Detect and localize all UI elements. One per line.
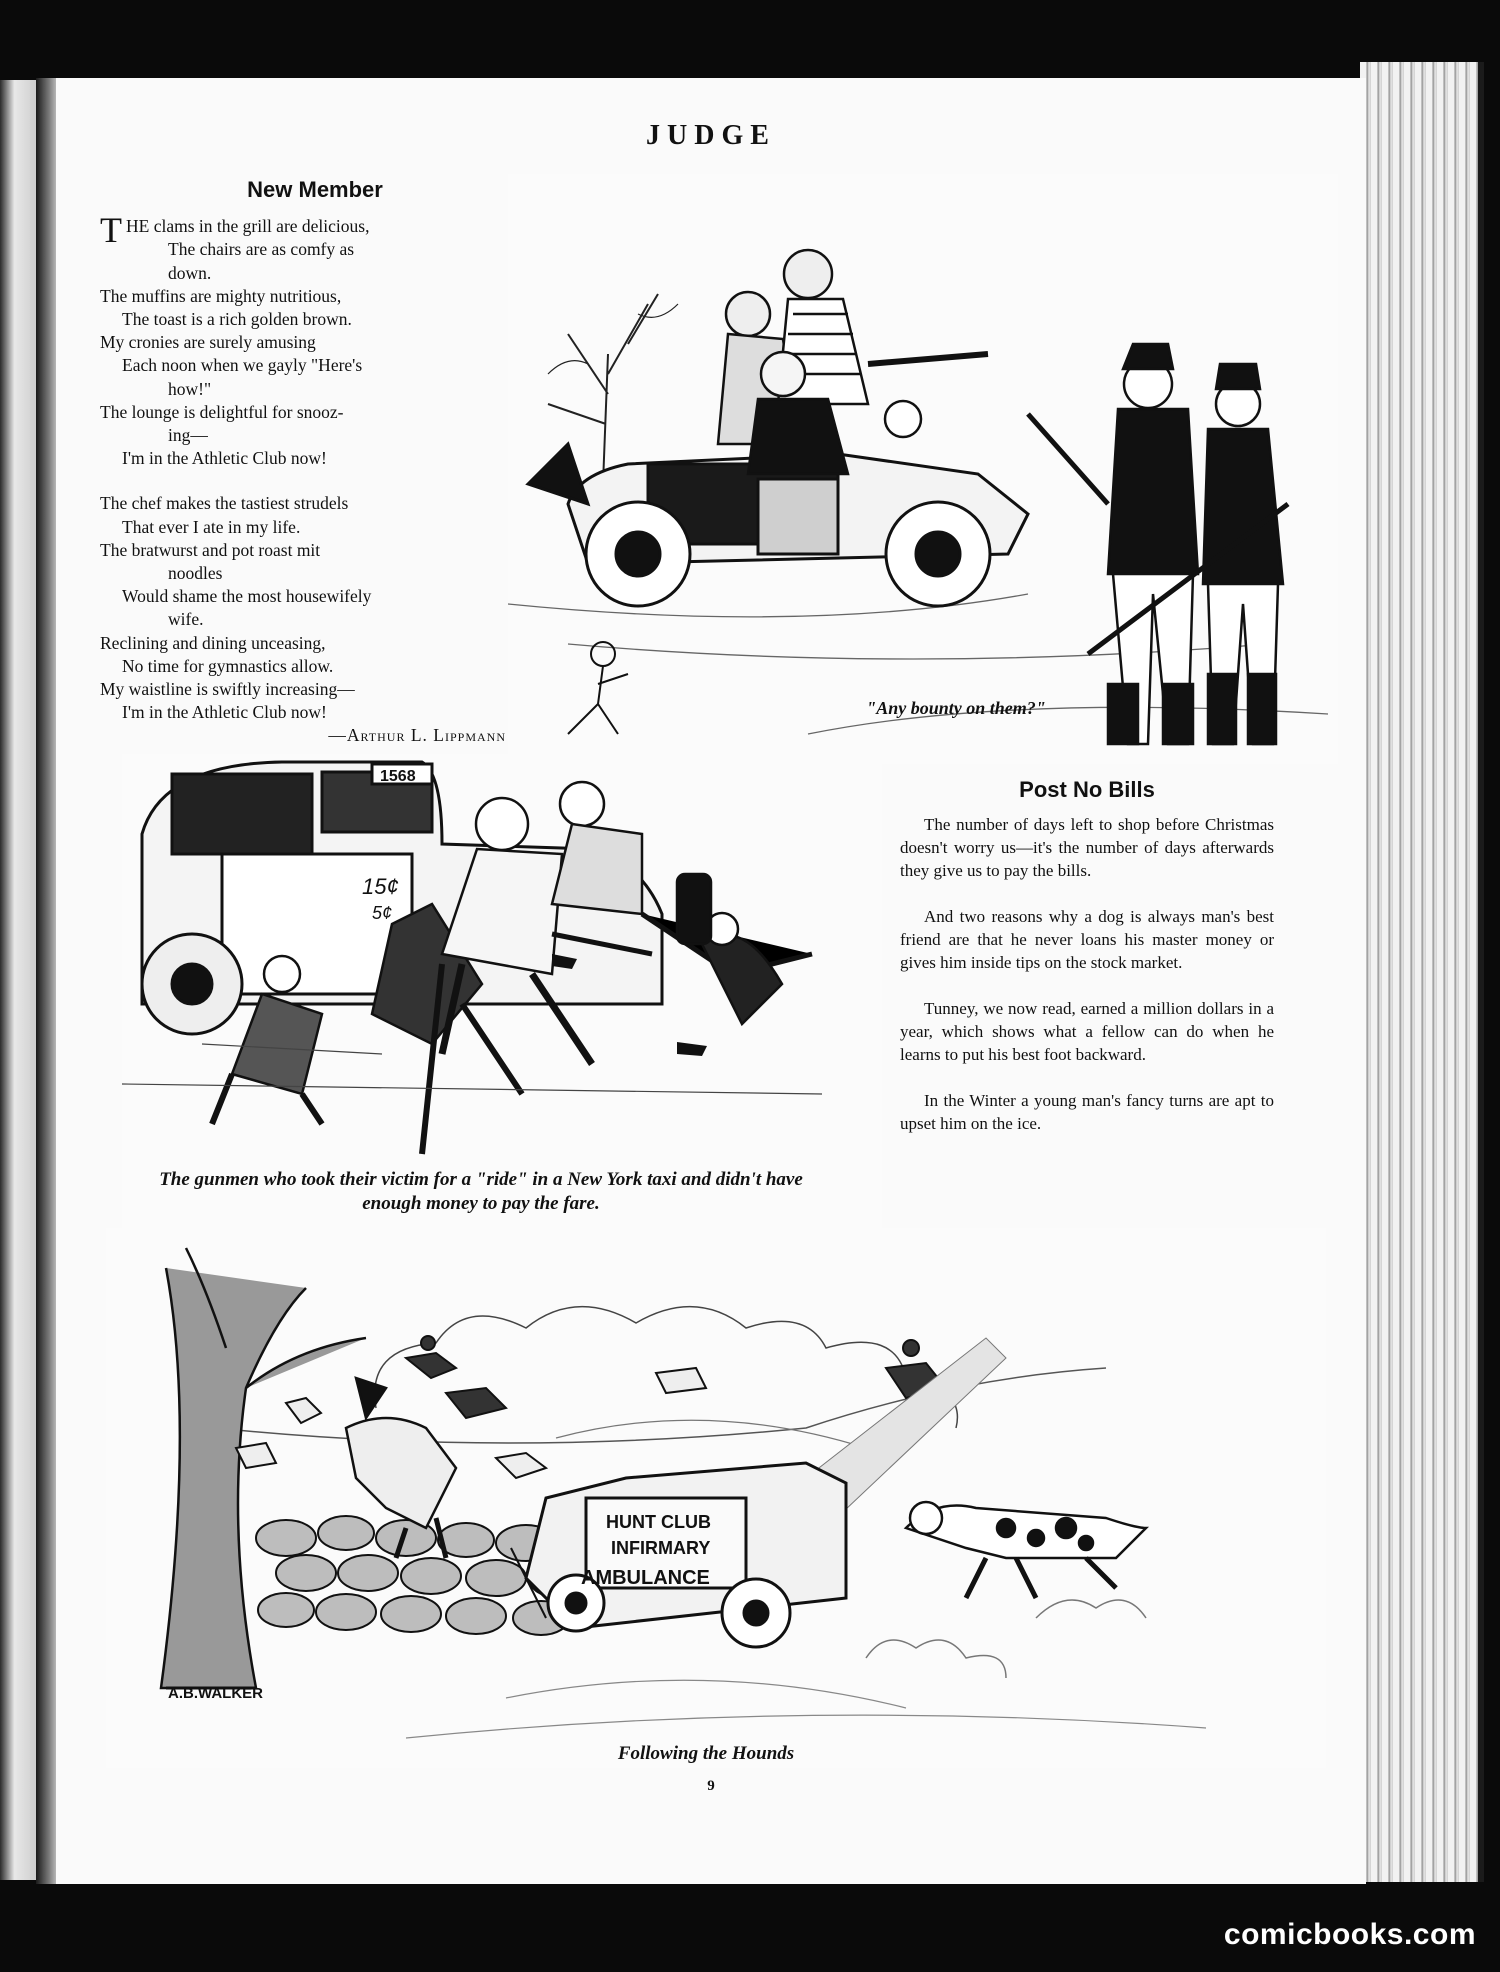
- poem-author: —Arthur L. Lippmann: [328, 725, 506, 746]
- poem-line: wife.: [168, 609, 204, 630]
- poem-line: ing—: [168, 425, 208, 446]
- poem-line: The bratwurst and pot roast mit: [100, 539, 321, 560]
- poem-line: I'm in the Athletic Club now!: [122, 702, 327, 723]
- poem-line: The lounge is delightful for snooz-: [100, 401, 344, 422]
- taxi-fare-sign: 15¢: [362, 874, 399, 899]
- poem-body: [100, 210, 530, 724]
- poem-line: No time for gymnastics allow.: [122, 655, 334, 676]
- artist-signature: A.B.WALKER: [168, 1685, 263, 1702]
- poem-line: That ever I ate in my life.: [122, 516, 301, 537]
- taxi-fare-sign-2: 5¢: [372, 903, 393, 923]
- poem-line: The chef makes the tastiest strudels: [100, 493, 349, 514]
- caption-bounty: "Any bounty on them?": [866, 698, 1046, 718]
- poem-line-text: HE clams in the grill are delicious,: [126, 216, 370, 237]
- column-post-no-bills: [900, 778, 1274, 1158]
- taxi-plate: 1568: [380, 768, 416, 785]
- poem-line: My waistline is swiftly increasing—: [100, 679, 355, 700]
- page-number: 9: [707, 1778, 715, 1794]
- column-paragraph: Tunney, we now read, earned a million dollars in a year, which shows what a fellow can do when he learns to put his best foot backward.: [900, 999, 1274, 1064]
- column-paragraph: And two reasons why a dog is always man's best friend are that he never loans his master money or gives him inside tips on the stock market.: [900, 907, 1274, 972]
- poem-dropcap: T: [100, 210, 122, 251]
- magazine-title: JUDGE: [646, 120, 776, 151]
- cartoon-bounty: [508, 174, 1338, 764]
- poem-line: Would shame the most housewifely: [122, 586, 372, 607]
- magazine-page: [56, 78, 1366, 1884]
- poem-line: Each noon when we gayly "Here's: [122, 355, 363, 376]
- column-paragraph: In the Winter a young man's fancy turns are apt to upset him on the ice.: [900, 1091, 1274, 1133]
- ambulance-text-hunt-club: HUNT CLUB: [606, 1512, 711, 1532]
- poem-line: The muffins are mighty nutritious,: [100, 285, 342, 306]
- cartoon-hounds-illustration: [106, 1228, 1326, 1768]
- poem-stanza-break: [100, 470, 530, 492]
- poem-line: The toast is a rich golden brown.: [122, 309, 352, 330]
- page-stack-edges: [1360, 62, 1484, 1882]
- cartoon-following-hounds: [106, 1228, 1326, 1768]
- poem-line: I'm in the Athletic Club now!: [122, 448, 327, 469]
- poem-line: My cronies are surely amusing: [100, 332, 316, 353]
- caption-taxi: The gunmen who took their victim for a "ride" in a New York taxi and didn't have enough money to pay the fare.: [159, 1169, 803, 1214]
- cartoon-bounty-illustration: [508, 174, 1338, 764]
- poem-line: The chairs are as comfy as: [168, 239, 355, 260]
- column-title: Post No Bills: [1019, 777, 1155, 802]
- poem-line: how!": [168, 378, 212, 399]
- poem-line: noodles: [168, 563, 223, 584]
- caption-following-hounds: Following the Hounds: [617, 1743, 795, 1764]
- poem-title: New Member: [247, 177, 383, 202]
- poem-line: Reclining and dining unceasing,: [100, 632, 326, 653]
- poem-new-member: [100, 178, 530, 748]
- left-page-edge: [0, 80, 36, 1880]
- ambulance-text-ambulance: AMBULANCE: [581, 1567, 710, 1589]
- column-paragraph: The number of days left to shop before Christmas doesn't worry us—it's the number of days afterwards they give us to pay the bills.: [900, 815, 1274, 880]
- ambulance-text-infirmary: INFIRMARY: [611, 1538, 711, 1558]
- poem-line: down.: [168, 262, 212, 283]
- site-watermark: comicbooks.com: [1223, 1918, 1476, 1951]
